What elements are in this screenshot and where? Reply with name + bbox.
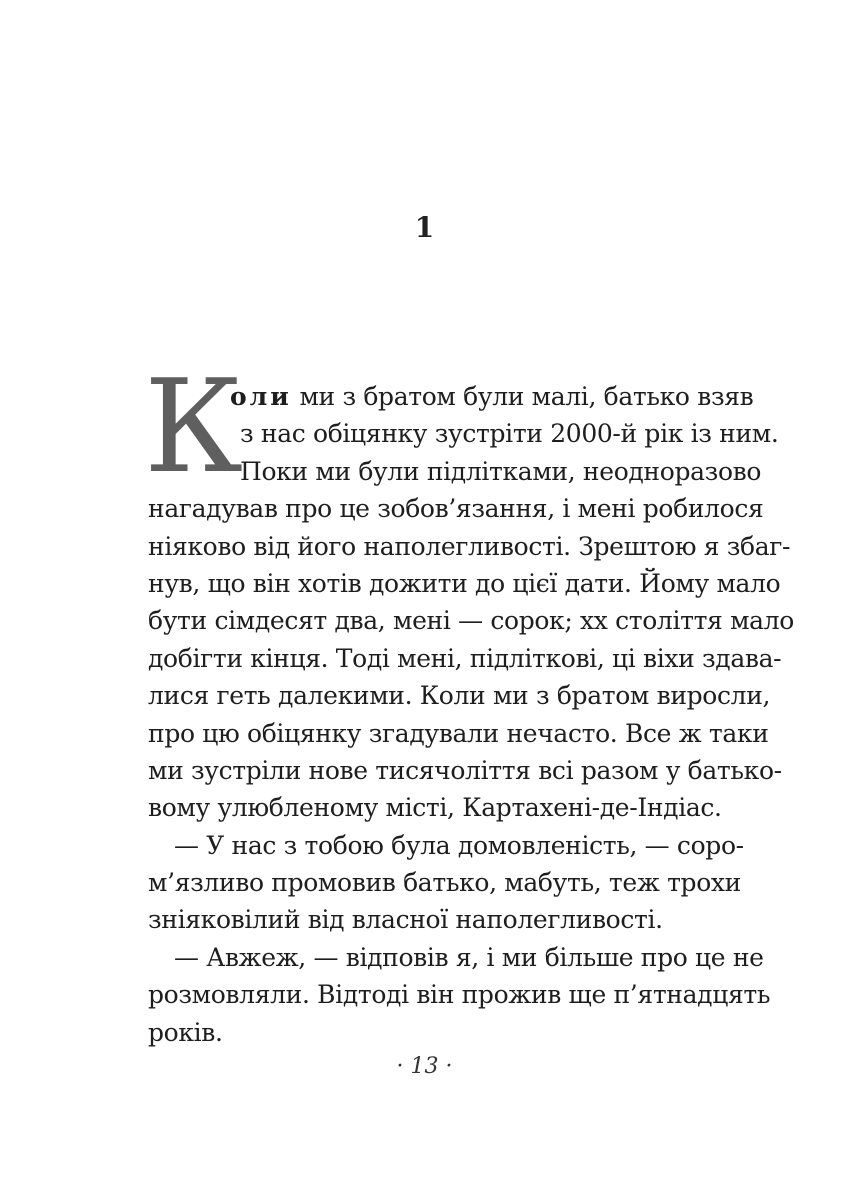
drop-cap-letter: К <box>144 353 243 502</box>
text-line: — У нас з тобою була домовленість, — соро- <box>174 830 744 860</box>
text-line: нув, що він хотів дожити до цієї дати. Йому мало <box>148 568 781 598</box>
text-line: з нас обіцянку зустріти 2000-й рік із ним. <box>240 419 779 449</box>
text-line: бути сімдесят два, мені — сорок; xx століття мало <box>148 606 794 636</box>
text-line: ніяково від його наполегливості. Зрештою я збаг- <box>148 531 791 561</box>
page-number: · 13 · <box>396 1054 453 1079</box>
text-line: нагадував про це зобов’язання, і мені робилося <box>148 494 764 524</box>
text-line: про цю обіцянку згадували нечасто. Все ж таки <box>148 718 769 748</box>
text-line: років. <box>148 1017 223 1047</box>
text-line: ми зустріли нове тисячоліття всі разом у батько- <box>148 755 782 785</box>
text-line: зніяковілий від власної наполегливості. <box>148 905 663 935</box>
text-line-content: ми з братом були малі, батько взяв <box>291 382 754 411</box>
text-line: Поки ми були підлітками, неодноразово <box>240 456 762 486</box>
drop-cap-continuation: оли <box>230 382 292 411</box>
text-line: розмовляли. Відтоді він прожив ще п’ятнадцять <box>148 980 771 1010</box>
chapter-number: 1 <box>414 211 435 244</box>
text-line: добігти кінця. Тоді мені, підліткові, ці віхи здава- <box>148 643 782 673</box>
text-line: м’язливо промовив батько, мабуть, теж трохи <box>148 868 741 898</box>
text-line: вому улюбленому місті, Картахені-де-Індіас. <box>148 793 722 823</box>
body-text <box>144 353 794 1051</box>
text-line: — Авжеж, — відповів я, і ми більше про це не <box>174 942 764 972</box>
text-line: лися геть далекими. Коли ми з братом виросли, <box>148 681 771 711</box>
